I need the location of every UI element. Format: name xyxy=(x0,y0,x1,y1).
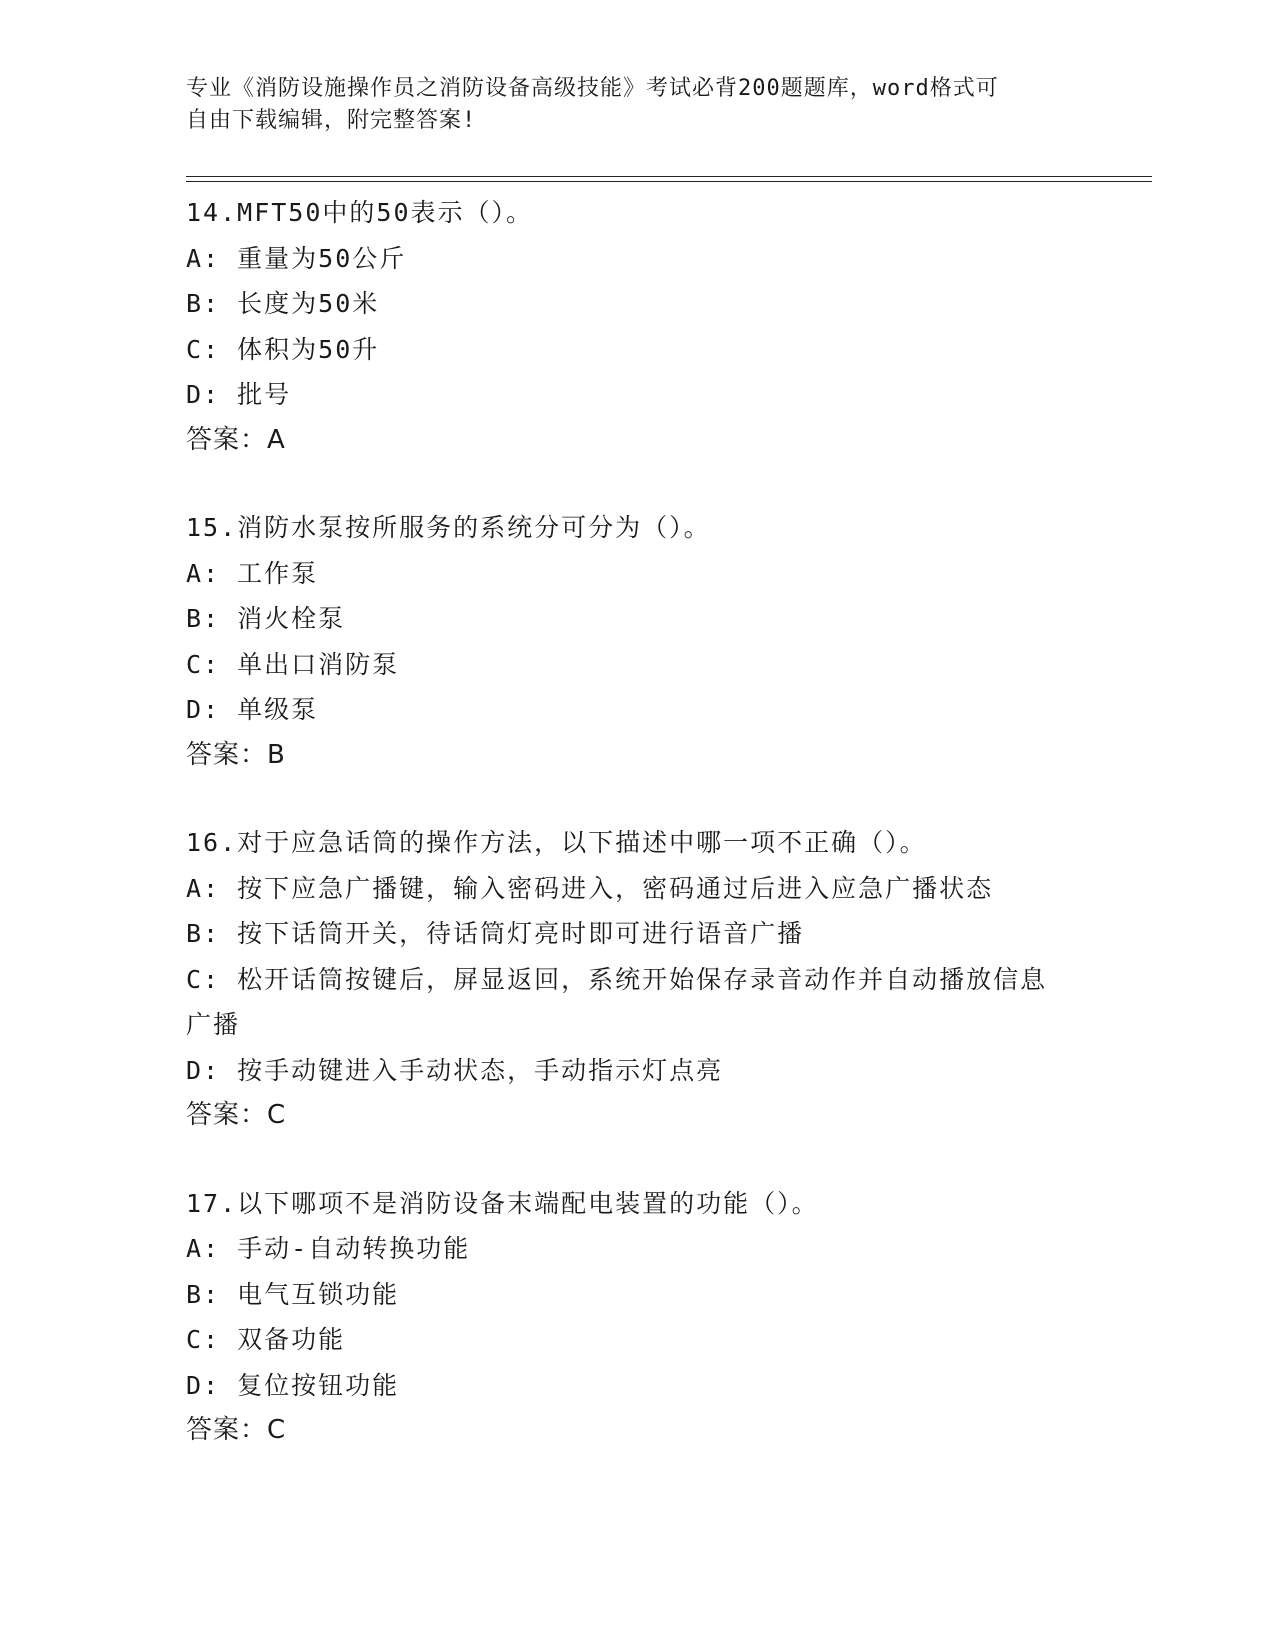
option-c: C: 单出口消防泵 xyxy=(186,649,400,679)
option-a: A: 手动-自动转换功能 xyxy=(186,1234,471,1263)
header-divider-bottom xyxy=(186,181,1152,182)
question-stem: 15.消防水泵按所服务的系统分可分为（）。 xyxy=(186,513,711,542)
answer-label: 答案：B xyxy=(186,739,286,770)
header-divider-top xyxy=(186,176,1152,177)
option-b: B: 按下话筒开关，待话筒灯亮时即可进行语音广播 xyxy=(186,919,805,948)
option-c: C: 双备功能 xyxy=(186,1325,346,1354)
question-15 xyxy=(186,505,1066,778)
option-a: A: 重量为50公斤 xyxy=(186,243,407,273)
document-header xyxy=(186,73,1066,137)
option-d: D: 批号 xyxy=(186,380,292,409)
option-a: A: 工作泵 xyxy=(186,558,319,588)
option-c: C: 体积为50升 xyxy=(186,334,380,364)
question-14 xyxy=(186,190,1066,463)
option-d: D: 复位按钮功能 xyxy=(186,1370,400,1400)
header-line-1: 专业《消防设施操作员之消防设备高级技能》考试必背200题题库，word格式可 xyxy=(186,76,999,101)
question-stem: 14.MFT50中的50表示（）。 xyxy=(186,198,534,227)
option-a: A: 按下应急广播键，输入密码进入，密码通过后进入应急广播状态 xyxy=(186,873,994,903)
option-c: C: 松开话筒按键后，屏显返回，系统开始保存录音动作并自动播放信息广播 xyxy=(186,964,1048,1039)
header-line-2: 自由下载编辑，附完整答案! xyxy=(186,108,477,133)
answer-label: 答案：C xyxy=(186,1100,287,1130)
question-16 xyxy=(186,820,1066,1139)
option-d: D: 单级泵 xyxy=(186,695,319,724)
option-d: D: 按手动键进入手动状态，手动指示灯点亮 xyxy=(186,1055,724,1085)
question-17 xyxy=(186,1181,1066,1454)
option-b: B: 消火栓泵 xyxy=(186,604,346,633)
option-b: B: 电气互锁功能 xyxy=(186,1279,400,1309)
question-stem: 16.对于应急话筒的操作方法，以下描述中哪一项不正确（）。 xyxy=(186,828,927,857)
question-stem: 17.以下哪项不是消防设备末端配电装置的功能（）。 xyxy=(186,1188,819,1218)
answer-label: 答案：C xyxy=(186,1415,287,1445)
answer-label: 答案：A xyxy=(186,424,286,455)
option-b: B: 长度为50米 xyxy=(186,289,380,318)
question-list xyxy=(186,190,1066,1496)
